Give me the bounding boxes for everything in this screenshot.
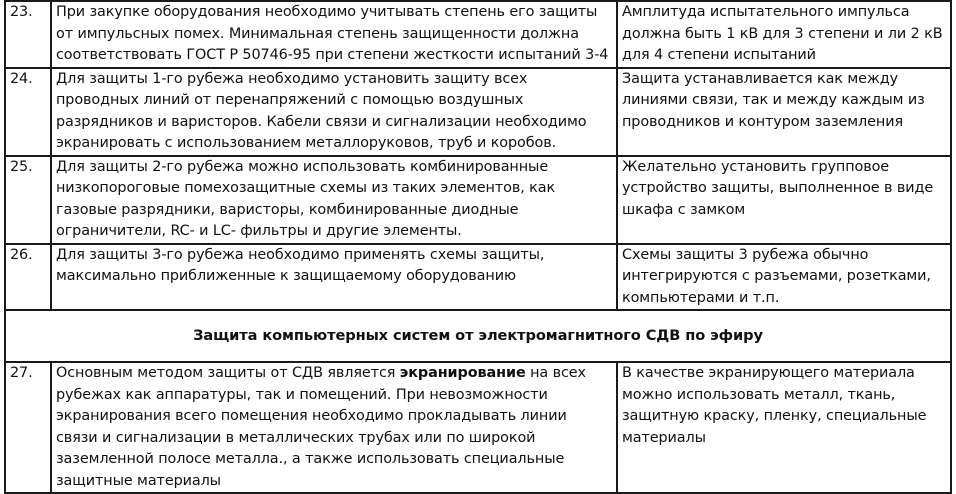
table-row	[5, 156, 951, 244]
requirement-text	[51, 362, 617, 493]
row-number: 25.	[5, 156, 51, 244]
requirement-note: Амплитуда испытательного импульса должна быть 1 кВ для 3 степени и ли 2 кВ для 4 степени испытаний	[617, 1, 951, 68]
row-number: 27.	[5, 362, 51, 493]
requirement-note: В качестве экранирующего материала можно использовать металл, ткань, защитную краску, пленку, специальные материалы	[617, 362, 951, 493]
requirement-note: Желательно установить групповое устройство защиты, выполненное в виде шкафа с замком	[617, 156, 951, 244]
section-heading-row	[5, 310, 951, 362]
row-number: 23.	[5, 1, 51, 68]
text-part: на всех рубежах как аппаратуры, так и помещений. При невозможности экранирования всего помещения необходимо прокладывать линии связи и сигнализации в металлических трубах или по широкой заземленной полосе металла., а также использовать специальные защитные материалы	[56, 365, 586, 489]
table-row	[5, 68, 951, 156]
emphasis-term: экранирование	[399, 365, 526, 381]
table-row	[5, 244, 951, 311]
table-row	[5, 1, 951, 68]
section-title: Защита компьютерных систем от электромагнитного СДВ по эфиру	[5, 310, 951, 362]
requirement-note: Схемы защиты 3 рубежа обычно интегрируются с разъемами, розетками, компьютерами и т.п.	[617, 244, 951, 311]
requirement-text: Для защиты 1-го рубежа необходимо установить защиту всех проводных линий от перенапряжений с помощью воздушных разрядников и варисторов. Кабели связи и сигнализации необходимо экранировать с использованием металлоруковов, труб и коробов.	[51, 68, 617, 156]
requirement-text: Для защиты 3-го рубежа необходимо применять схемы защиты, максимально приближенные к защищаемому оборудованию	[51, 244, 617, 311]
requirement-text: При закупке оборудования необходимо учитывать степень его защиты от импульсных помех. Минимальная степень защищенности должна соответствовать ГОСТ Р 50746-95 при степени жесткости испытаний 3-4	[51, 1, 617, 68]
requirement-note: Защита устанавливается как между линиями связи, так и между каждым из проводников и контуром заземления	[617, 68, 951, 156]
requirements-table	[4, 0, 952, 494]
text-part: Основным методом защиты от СДВ является	[56, 365, 400, 381]
table-row	[5, 362, 951, 493]
requirement-text: Для защиты 2-го рубежа можно использовать комбинированные низкопороговые помехозащитные схемы из таких элементов, как газовые разрядники, варисторы, комбинированные диодные ограничители, RC- и LC- фильтры и другие элементы.	[51, 156, 617, 244]
row-number: 24.	[5, 68, 51, 156]
row-number: 26.	[5, 244, 51, 311]
